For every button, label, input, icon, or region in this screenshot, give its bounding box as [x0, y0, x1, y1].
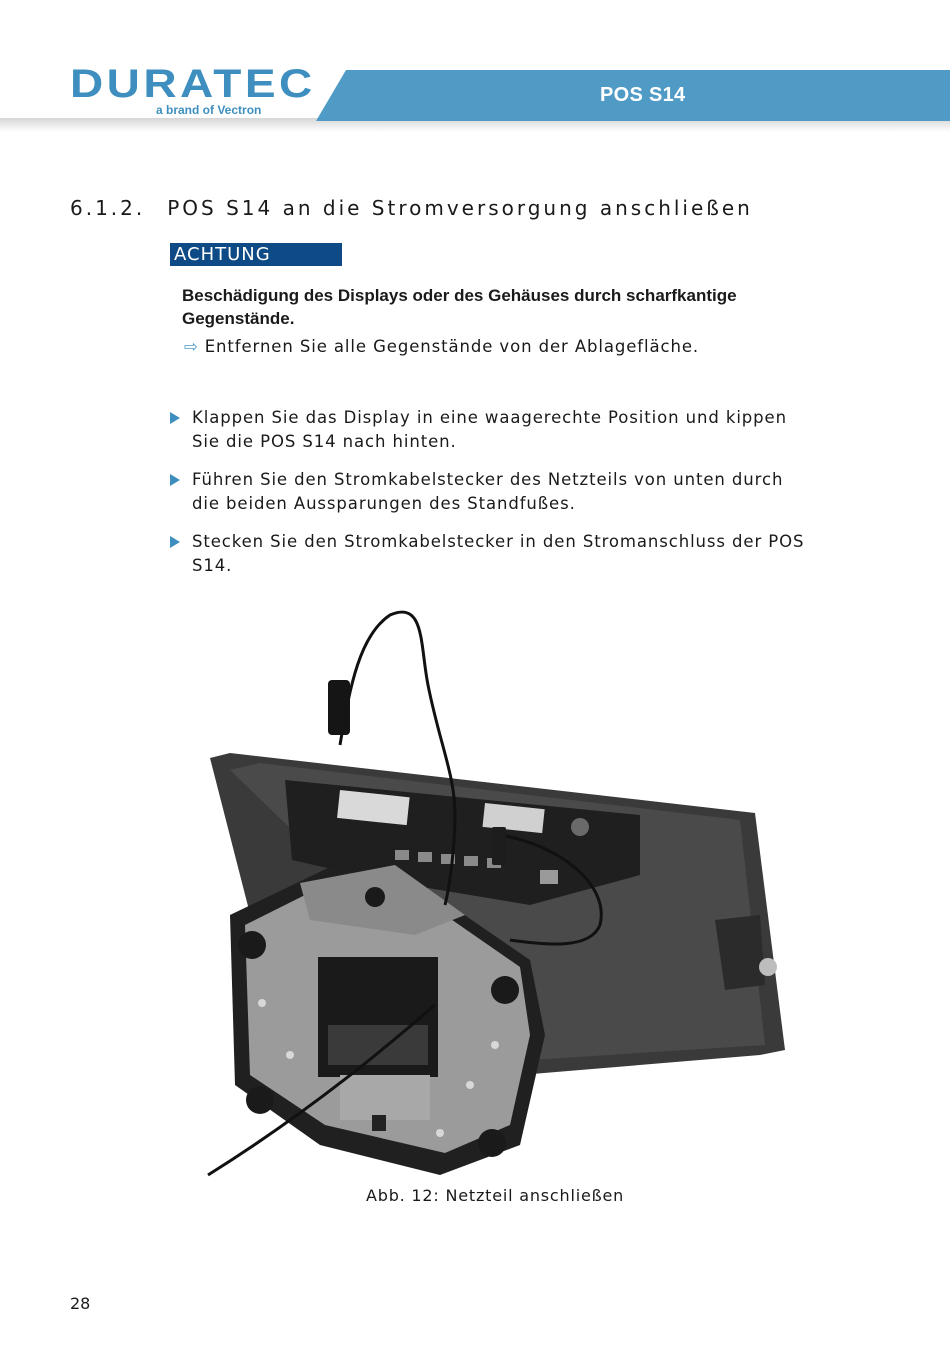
step-item	[170, 406, 810, 454]
brand-subtitle: a brand of Vectron	[156, 103, 262, 117]
caution-action-text: Entfernen Sie alle Gegenstände von der Ablagefläche.	[204, 337, 700, 356]
section-number: 6.1.2.	[70, 196, 146, 220]
caution-action	[184, 337, 699, 356]
section-title-text: POS S14 an die Stromversorgung anschließen	[167, 196, 753, 220]
step-text: Führen Sie den Stromkabelstecker des Netzteils von unten durch die beiden Aussparungen des Standfußes.	[192, 470, 784, 513]
brand-logo: DURATEC	[70, 62, 316, 106]
caution-label: ACHTUNG	[174, 244, 271, 265]
step-item	[170, 530, 810, 578]
caution-badge	[170, 243, 342, 266]
bullet-triangle-icon	[170, 412, 180, 424]
bullet-triangle-icon	[170, 536, 180, 548]
caution-heading: Beschädigung des Displays oder des Gehäuses durch scharfkantige Gegenstände.	[182, 286, 737, 328]
header-product-title: POS S14	[600, 84, 686, 106]
figure-caption: Abb. 12: Netzteil anschließen	[366, 1186, 625, 1205]
step-item	[170, 468, 810, 516]
page-number: 28	[70, 1294, 91, 1313]
bullet-triangle-icon	[170, 474, 180, 486]
hollow-arrow-right-icon: ⇨	[184, 337, 199, 356]
section-heading	[70, 196, 753, 220]
step-text: Klappen Sie das Display in eine waagerechte Position und kippen Sie die POS S14 nach hinten.	[192, 408, 787, 451]
device-photo	[200, 605, 800, 1180]
step-text: Stecken Sie den Stromkabelstecker in den Stromanschluss der POS S14.	[192, 532, 805, 575]
